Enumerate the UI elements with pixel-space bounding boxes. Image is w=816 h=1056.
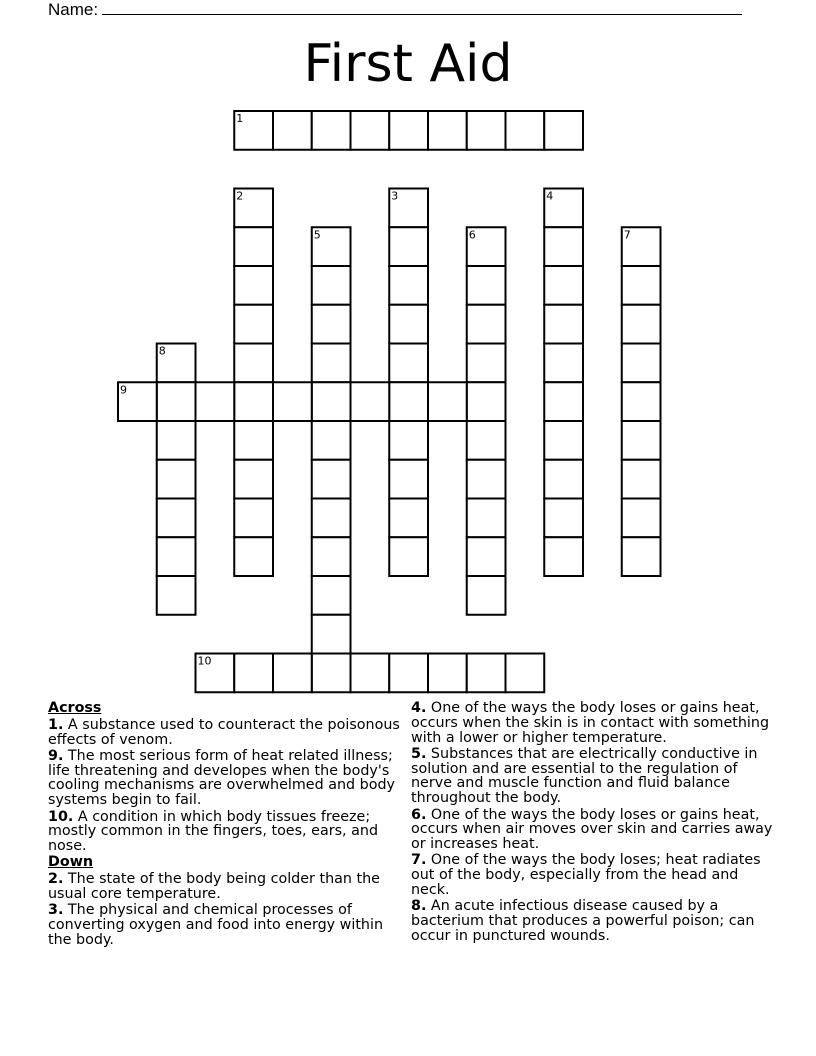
crossword-cell[interactable]: [157, 460, 196, 499]
cell-number: 6: [468, 228, 476, 242]
crossword-cell[interactable]: [467, 266, 506, 305]
name-label: Name:: [48, 0, 99, 19]
clue-number: 7.: [411, 852, 427, 869]
crossword-cell[interactable]: [389, 266, 428, 305]
crossword-cell[interactable]: [389, 460, 428, 499]
clue-number: 6.: [411, 806, 427, 823]
crossword-cell[interactable]: [312, 576, 351, 615]
crossword-cell[interactable]: [544, 421, 583, 460]
clue-text: A condition in which body tissues freeze; mostly common in the fingers, toes, ears, and nose.: [48, 808, 379, 855]
clue-text: A substance used to counteract the poisonous effects of venom.: [48, 716, 400, 748]
crossword-cell[interactable]: [389, 344, 428, 383]
crossword-cell[interactable]: [544, 305, 583, 344]
across-heading: Across: [48, 700, 102, 716]
crossword-cell[interactable]: [544, 460, 583, 499]
crossword-cell[interactable]: [544, 382, 583, 421]
crossword-cell[interactable]: [544, 266, 583, 305]
crossword-cell[interactable]: [428, 111, 467, 150]
clue-number: 3.: [48, 902, 64, 919]
crossword-cell[interactable]: [312, 305, 351, 344]
clue-text: One of the ways the body loses or gains heat, occurs when air moves over skin and carries away or increases heat.: [411, 806, 773, 853]
crossword-cell[interactable]: [234, 499, 273, 538]
crossword-cell[interactable]: [389, 382, 428, 421]
crossword-cell[interactable]: [273, 111, 312, 150]
crossword-cell[interactable]: [428, 382, 467, 421]
clue-number: 8.: [411, 898, 427, 915]
crossword-cell[interactable]: [544, 344, 583, 383]
clue-number: 9.: [48, 747, 64, 764]
crossword-cell[interactable]: [544, 227, 583, 266]
crossword-cell[interactable]: [467, 654, 506, 693]
cell-number: 1: [236, 112, 244, 125]
crossword-cell[interactable]: [312, 266, 351, 305]
clue-text: An acute infectious disease caused by a bacterium that produces a powerful poison; can occur in punctured wounds.: [411, 898, 755, 944]
clue-text: The most serious form of heat related illness; life threatening and developes when the body's cooling mechanisms are overwhelmed and body systems begin to fail.: [48, 747, 395, 809]
crossword-cell[interactable]: [312, 537, 351, 576]
crossword-cell[interactable]: [234, 344, 273, 383]
crossword-cell[interactable]: [351, 382, 390, 421]
cell-number: 3: [391, 189, 399, 203]
crossword-cell[interactable]: [622, 460, 661, 499]
crossword-cell[interactable]: [273, 654, 312, 693]
clue-number: 2.: [48, 871, 64, 888]
crossword-cell[interactable]: [622, 305, 661, 344]
crossword-cell[interactable]: [622, 344, 661, 383]
crossword-cell[interactable]: [234, 654, 273, 693]
crossword-cell[interactable]: [428, 654, 467, 693]
crossword-cell[interactable]: [389, 111, 428, 150]
clue-item: [411, 808, 781, 852]
crossword-cell[interactable]: [157, 421, 196, 460]
crossword-cell[interactable]: [312, 382, 351, 421]
crossword-cell[interactable]: [389, 305, 428, 344]
crossword-cell[interactable]: [234, 537, 273, 576]
down-clue-list-continued: [411, 701, 781, 944]
crossword-cell[interactable]: [234, 421, 273, 460]
clue-number: 10.: [48, 808, 74, 825]
crossword-cell[interactable]: [544, 111, 583, 150]
crossword-cell[interactable]: [157, 576, 196, 615]
crossword-cell[interactable]: [312, 421, 351, 460]
crossword-cell[interactable]: [467, 499, 506, 538]
crossword-cell[interactable]: [544, 537, 583, 576]
clue-text: One of the ways the body loses or gains heat, occurs when the skin is in contact with something with a lower or higher temperature.: [411, 700, 770, 746]
crossword-cell[interactable]: [234, 227, 273, 266]
clue-text: One of the ways the body loses; heat radiates out of the body, especially from the head and neck.: [411, 852, 761, 899]
cell-number: 2: [236, 189, 244, 203]
down-heading: Down: [48, 854, 94, 871]
crossword-cell[interactable]: [506, 654, 545, 693]
crossword-cell[interactable]: [467, 460, 506, 499]
crossword-cell[interactable]: [312, 344, 351, 383]
crossword-cell[interactable]: [389, 537, 428, 576]
crossword-cell[interactable]: [157, 499, 196, 538]
crossword-cell[interactable]: [622, 421, 661, 460]
crossword-cell[interactable]: [196, 382, 235, 421]
crossword-cell[interactable]: [389, 499, 428, 538]
crossword-cell[interactable]: [234, 266, 273, 305]
clue-number: 5.: [411, 745, 427, 762]
crossword-cell[interactable]: [273, 382, 312, 421]
crossword-cell[interactable]: [467, 576, 506, 615]
crossword-cell[interactable]: [389, 421, 428, 460]
cell-number: 7: [623, 228, 631, 242]
crossword-cell[interactable]: [467, 537, 506, 576]
cell-number: 9: [120, 383, 127, 397]
cell-number: 8: [158, 344, 166, 358]
crossword-cell[interactable]: [467, 111, 506, 150]
crossword-cell[interactable]: [312, 460, 351, 499]
crossword-cell[interactable]: [622, 266, 661, 305]
crossword-cell[interactable]: [351, 111, 390, 150]
clue-number: 1.: [48, 716, 64, 733]
crossword-cell[interactable]: [506, 111, 545, 150]
clue-item: [48, 810, 408, 854]
clue-text: The physical and chemical processes of converting oxygen and food into energy within the body.: [48, 902, 384, 948]
clue-text: Substances that are electrically conductive in solution and are essential to the regulation of nerve and muscle function and fluid balance throughout the body.: [411, 745, 758, 807]
crossword-cell[interactable]: [622, 382, 661, 421]
crossword-cell[interactable]: [467, 305, 506, 344]
clues-right-column: [411, 701, 781, 945]
clue-item: [411, 899, 781, 943]
crossword-cell[interactable]: [312, 499, 351, 538]
cell-number: 4: [546, 189, 554, 203]
crossword-cell[interactable]: [467, 421, 506, 460]
cell-number: 5: [313, 228, 321, 242]
down-clue-list: [48, 872, 408, 947]
crossword-cell[interactable]: [622, 499, 661, 538]
page-title: First Aid: [303, 34, 513, 94]
cell-number: 10: [197, 654, 212, 668]
crossword-cell[interactable]: [234, 460, 273, 499]
clue-item: [411, 701, 781, 745]
crossword-cell[interactable]: [234, 305, 273, 344]
crossword-cell[interactable]: [157, 537, 196, 576]
crossword-cell[interactable]: [389, 654, 428, 693]
clue-number: 4.: [411, 700, 427, 716]
crossword-cell[interactable]: [467, 344, 506, 383]
crossword-cell[interactable]: [389, 227, 428, 266]
clue-item: [48, 749, 408, 808]
crossword-cell[interactable]: [312, 654, 351, 693]
crossword-cell[interactable]: [312, 615, 351, 654]
clue-item: [411, 747, 781, 806]
clue-item: [48, 903, 408, 947]
clue-text: The state of the body being colder than the usual core temperature.: [48, 871, 380, 903]
clues-left-column: [48, 701, 408, 949]
crossword-cell[interactable]: [234, 382, 273, 421]
across-clue-list: [48, 718, 408, 854]
crossword-cell[interactable]: [467, 382, 506, 421]
clue-item: [48, 872, 408, 902]
crossword-cell[interactable]: [312, 111, 351, 150]
clue-item: [411, 853, 781, 897]
crossword-cell[interactable]: [622, 537, 661, 576]
clue-item: [48, 718, 408, 748]
crossword-cell[interactable]: [157, 382, 196, 421]
crossword-cell[interactable]: [544, 499, 583, 538]
crossword-cell[interactable]: [351, 654, 390, 693]
